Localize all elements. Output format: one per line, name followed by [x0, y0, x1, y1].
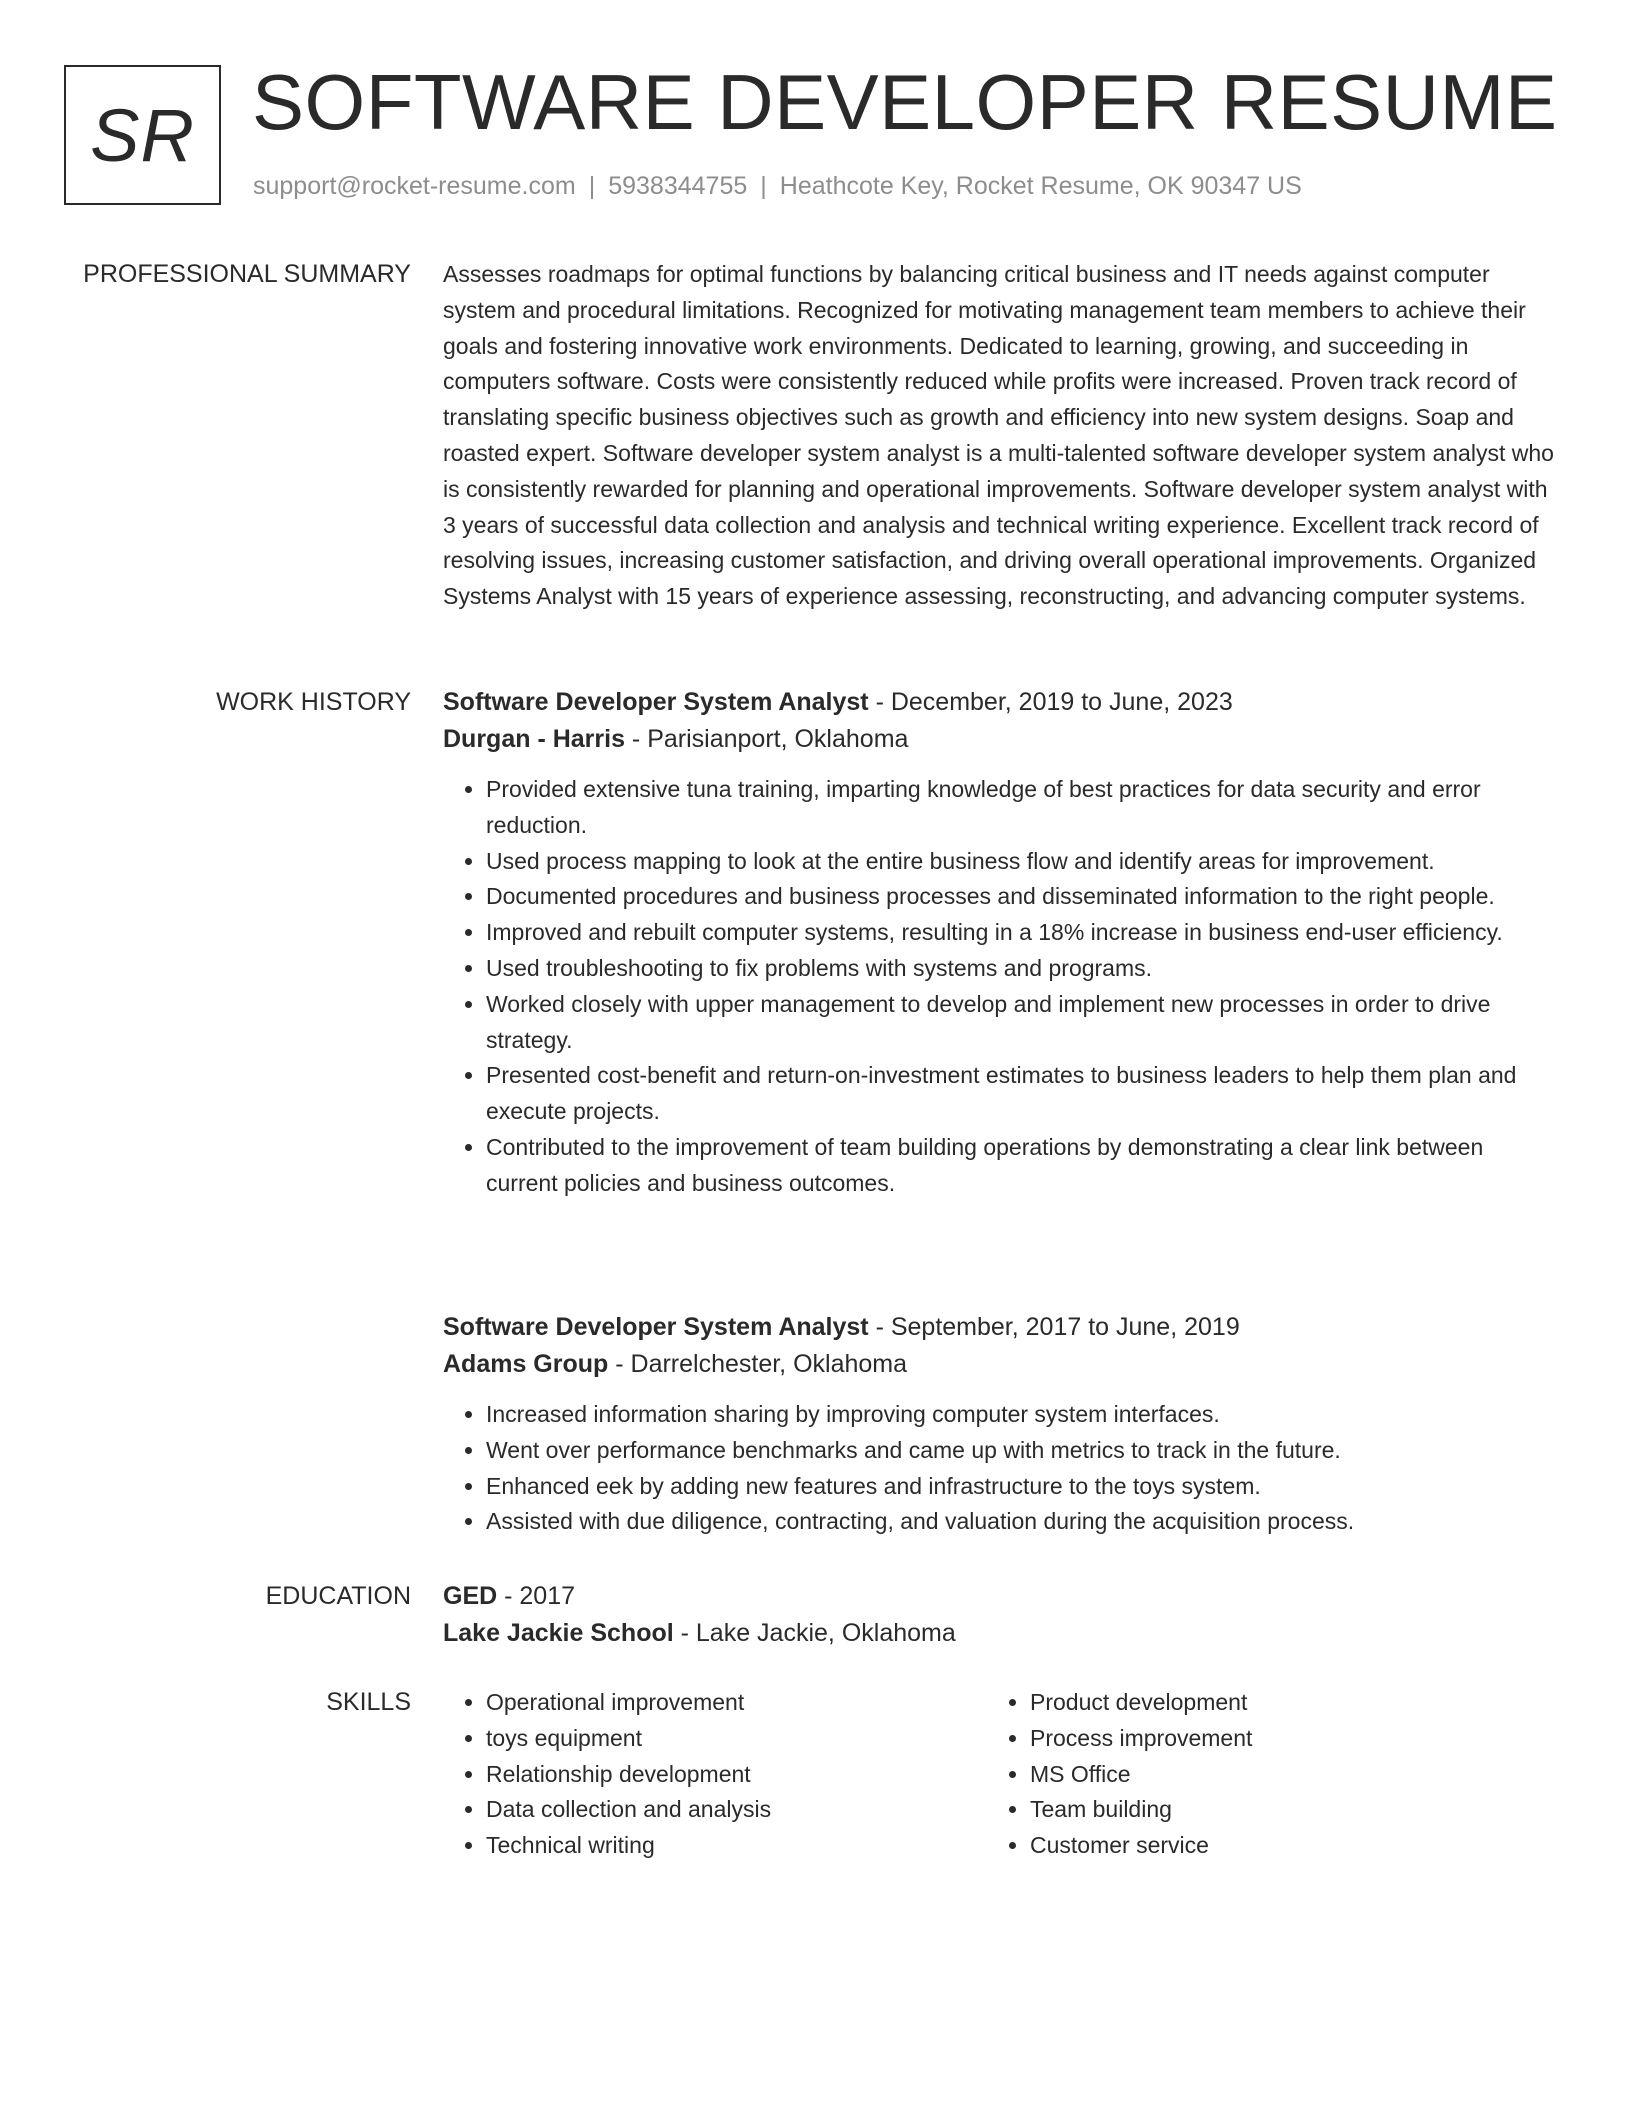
list-item: • Used troubleshooting to fix problems with systems and programs.: [486, 951, 1558, 987]
list-item: • Documented procedures and business processes and disseminated information to the right people.: [486, 879, 1558, 915]
monogram-initials: SR: [90, 93, 195, 177]
list-item: • Assisted with due diligence, contracting, and valuation during the acquisition process.: [486, 1504, 1558, 1540]
skills-column-1: [443, 1685, 986, 1864]
skills-columns: [443, 1685, 1558, 1864]
job-dates: - December, 2019 to June, 2023: [868, 688, 1233, 716]
education-degree-line: [443, 1578, 1558, 1615]
job-bullets: [443, 1397, 1558, 1540]
list-item: • Presented cost-benefit and return-on-investment estimates to business leaders to help them plan and execute projects.: [486, 1058, 1558, 1130]
education-school-line: [443, 1615, 1558, 1652]
education-location: - Lake Jackie, Oklahoma: [673, 1619, 956, 1647]
job-entry: [443, 1309, 1558, 1540]
list-item: • Customer service: [1030, 1828, 1480, 1864]
job-location: - Darrelchester, Oklahoma: [608, 1350, 908, 1378]
list-item: • Enhanced eek by adding new features and infrastructure to the toys system.: [486, 1469, 1558, 1505]
list-item: • toys equipment: [486, 1721, 986, 1757]
list-item: • Team building: [1030, 1792, 1480, 1828]
list-item: • Process improvement: [1030, 1721, 1480, 1757]
job-company: Adams Group: [443, 1350, 609, 1378]
summary-body: [443, 257, 1558, 615]
list-item: • Contributed to the improvement of team building operations by demonstrating a clear link between current policies and business outcomes.: [486, 1130, 1558, 1202]
education-school: Lake Jackie School: [443, 1619, 674, 1647]
job-location: - Parisianport, Oklahoma: [624, 725, 909, 753]
list-item: • Worked closely with upper management to develop and implement new processes in order to drive strategy.: [486, 987, 1558, 1059]
list-item: • Provided extensive tuna training, imparting knowledge of best practices for data security and error reduction.: [486, 772, 1558, 844]
job-bullets: [443, 772, 1558, 1202]
education-year: - 2017: [497, 1582, 576, 1610]
list-item: • Technical writing: [486, 1828, 986, 1864]
list-item: • Operational improvement: [486, 1685, 986, 1721]
job-entry: [443, 684, 1558, 1202]
job-company-line: [443, 1346, 1558, 1383]
contact-email[interactable]: support@rocket-resume.com: [253, 172, 576, 200]
education-heading: EDUCATION: [265, 1582, 411, 1610]
job-dates: - September, 2017 to June, 2019: [868, 1313, 1240, 1341]
list-item: • Used process mapping to look at the entire business flow and identify areas for improvement.: [486, 844, 1558, 880]
summary-heading: PROFESSIONAL SUMMARY: [83, 260, 411, 288]
education-body: [443, 1578, 1558, 1652]
job-company-line: [443, 721, 1558, 758]
job-title: Software Developer System Analyst: [443, 1313, 869, 1341]
list-item: • MS Office: [1030, 1757, 1480, 1793]
list-item: • Relationship development: [486, 1757, 986, 1793]
contact-separator: |: [760, 172, 767, 200]
contact-separator: |: [588, 172, 596, 200]
monogram-logo: [64, 65, 221, 205]
job-title-line: [443, 1309, 1558, 1346]
contact-address: Heathcote Key, Rocket Resume, OK 90347 US: [779, 172, 1302, 200]
job-company: Durgan - Harris: [443, 725, 625, 753]
list-item: • Data collection and analysis: [486, 1792, 986, 1828]
contact-phone[interactable]: 5938344755: [608, 172, 748, 200]
skills-body: [443, 1685, 1558, 1864]
skills-heading: SKILLS: [326, 1688, 411, 1716]
work-history-body: [443, 684, 1558, 1535]
page-title: SOFTWARE DEVELOPER RESUME: [252, 58, 1558, 146]
skills-column-2: [987, 1685, 1480, 1864]
summary-text: Assesses roadmaps for optimal functions by balancing critical business and IT needs against computer system and procedural limitations. Recognized for motivating management team members to achieve their goals and fostering innovative work environments. Dedicated to learning, growing, and succeeding in computers software. Costs were consistently reduced while profits were increased. Proven track record of translating specific business objectives such as growth and efficiency into new system designs. Soap and roasted expert. Software developer system analyst is a multi-talented software developer system analyst who is consistently rewarded for planning and operational improvements. Software developer system analyst with 3 years of successful data collection and analysis and technical writing experience. Excellent track record of resolving issues, increasing customer satisfaction, and driving overall operational improvements. Organized Systems Analyst with 15 years of experience assessing, reconstructing, and advancing computer systems.: [443, 261, 1554, 610]
job-title: Software Developer System Analyst: [443, 688, 869, 716]
job-title-line: [443, 684, 1558, 721]
contact-line: [253, 172, 1302, 201]
education-degree: GED: [443, 1582, 498, 1610]
list-item: • Increased information sharing by improving computer system interfaces.: [486, 1397, 1558, 1433]
list-item: • Improved and rebuilt computer systems, resulting in a 18% increase in business end-user efficiency.: [486, 915, 1558, 951]
list-item: • Went over performance benchmarks and came up with metrics to track in the future.: [486, 1433, 1558, 1469]
work-history-heading: WORK HISTORY: [216, 688, 411, 716]
list-item: • Product development: [1030, 1685, 1480, 1721]
